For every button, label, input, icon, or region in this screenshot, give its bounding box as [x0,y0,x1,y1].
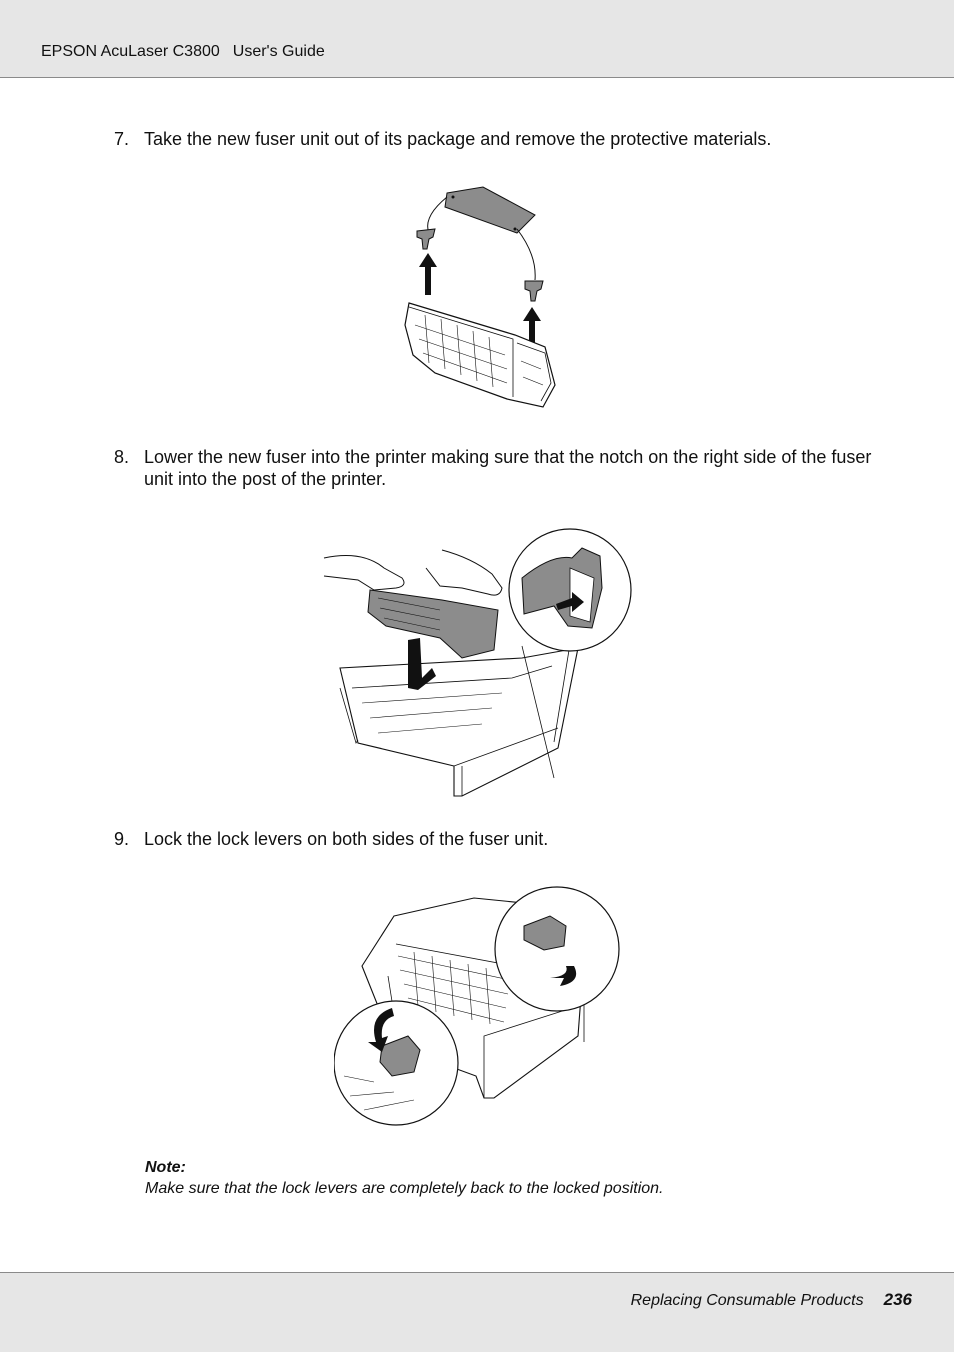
footer-section: Replacing Consumable Products [630,1292,864,1309]
header-guide: User's Guide [232,43,325,60]
step-text: Lower the new fuser into the printer making sure that the notch on the right side of the fuser unit into the post of the printer. [144,447,872,489]
note-title: Note: [145,1159,186,1176]
header-product: EPSON AcuLaser C3800 [41,43,220,60]
fuser-insertion-illustration [322,528,634,798]
note-text: Make sure that the lock levers are completely back to the locked position. [145,1180,664,1197]
step-number: 8. [114,447,130,467]
header-text [41,43,325,61]
step-text: Take the new fuser unit out of its package and remove the protective materials. [144,129,772,149]
page-footer [0,1272,954,1352]
step-number: 9. [114,829,130,849]
footer-text [631,1290,912,1310]
step-text: Lock the lock levers on both sides of the fuser unit. [144,829,549,849]
note [145,1157,885,1199]
step-number: 7. [114,129,130,149]
fuser-unpacking-illustration [395,185,565,415]
page-number: 236 [883,1290,912,1309]
lock-levers-illustration [334,886,624,1128]
page-header [0,0,954,78]
